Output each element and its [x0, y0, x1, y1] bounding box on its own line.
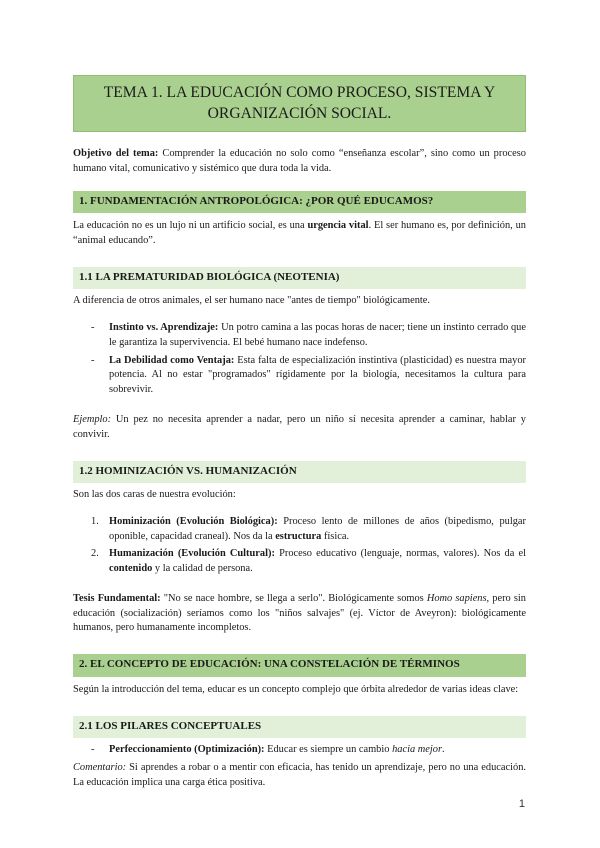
list-marker: 1. — [91, 515, 99, 527]
example-paragraph — [73, 413, 526, 443]
objective-label: Objetivo del tema: — [73, 148, 159, 160]
example-text: Un pez no necesita aprender a nadar, pero un niño sí necesita aprender a caminar, hablar y convivir. — [73, 413, 526, 440]
thesis-paragraph — [73, 592, 526, 636]
comment-paragraph — [73, 761, 526, 791]
list-item — [73, 743, 526, 758]
section-1-text: La educación no es un lujo ni un artificio social, es una — [73, 220, 308, 232]
list-item-label: Humanización (Evolución Cultural): — [109, 548, 275, 560]
thesis-text: "No se nace hombre, se llega a serlo". Biológicamente somos — [160, 592, 427, 604]
list-item-label: Instinto vs. Aprendizaje: — [109, 322, 219, 334]
list-marker: - — [91, 322, 95, 334]
list-item-label: Perfeccionamiento (Optimización): — [109, 744, 265, 756]
list-item-italic: hacia mejor — [392, 744, 442, 756]
title-line-2: ORGANIZACIÓN SOCIAL. — [207, 105, 392, 123]
thesis-label: Tesis Fundamental: — [73, 592, 161, 604]
section-2-paragraph: Según la introducción del tema, educar es un concepto complejo que órbita alrededor de varias ideas clave: — [73, 683, 519, 695]
list-item-text: Esta falta de especialización instintiva (plasticidad) es nuestra mayor potencia. Al no estar "programados" rígidamente por la biología, necesitamos la cultura para sobrevivir. — [109, 354, 526, 396]
list-item-text-end: y la calidad de persona. — [152, 563, 253, 575]
section-1-1-list — [73, 321, 526, 398]
title-line-1: TEMA 1. LA EDUCACIÓN COMO PROCESO, SISTEMA Y — [103, 84, 496, 101]
list-item-text: Proceso lento de millones de años (bipedismo, pulgar oponible, capacidad craneal). Nos da la — [109, 515, 526, 542]
list-item-label: La Debilidad como Ventaja: — [109, 354, 235, 366]
document-page — [73, 75, 526, 791]
list-item — [73, 354, 526, 398]
section-2-1-heading: 2.1 LOS PILARES CONCEPTUALES — [73, 716, 526, 739]
thesis-text-end: , pero sin educación (socialización) seríamos como los "niños salvajes" (ej. Víctor de Aveyron): biológicamente humanos, pero humanamente incompletos. — [73, 592, 526, 634]
section-1-paragraph — [73, 219, 526, 249]
section-1-2-intro: Son las dos caras de nuestra evolución: — [73, 489, 236, 501]
section-1-heading: 1. FUNDAMENTACIÓN ANTROPOLÓGICA: ¿POR QUÉ EDUCAMOS? — [73, 191, 526, 214]
list-item — [73, 321, 526, 351]
list-item-text: Educar es siempre un cambio — [264, 744, 393, 756]
section-1-1-heading: 1.1 LA PREMATURIDAD BIOLÓGICA (NEOTENIA) — [73, 267, 526, 290]
list-item-emphasis: estructura — [275, 530, 322, 542]
section-1-emphasis: urgencia vital — [307, 220, 369, 232]
list-item-text: Un potro camina a las pocas horas de nacer; tiene un instinto cerrado que le garantiza la supervivencia. El bebé humano nace indefenso. — [109, 322, 526, 348]
document-title — [73, 75, 526, 132]
list-item-emphasis: contenido — [109, 563, 153, 575]
section-1-1-intro: A diferencia de otros animales, el ser humano nace "antes de tiempo" biológicamente. — [73, 295, 431, 307]
objective-text: Comprender la educación no solo como “enseñanza escolar”, sino como un proceso humano vital, comunicativo y sistémico que dura toda la vida. — [73, 148, 526, 174]
objective-paragraph — [73, 147, 526, 177]
list-item-text-end: física. — [321, 530, 350, 542]
section-1-text-end: . El ser humano es, por definición, un “animal educando”. — [73, 220, 526, 246]
list-item — [73, 547, 526, 577]
list-item — [73, 515, 526, 545]
section-1-2-list — [73, 515, 526, 577]
list-marker: - — [91, 354, 95, 366]
section-2-heading: 2. EL CONCEPTO DE EDUCACIÓN: UNA CONSTELACIÓN DE TÉRMINOS — [73, 654, 526, 677]
example-label: Ejemplo: — [73, 413, 112, 425]
list-item-text: Proceso educativo (lenguaje, normas, valores). Nos da el — [274, 548, 527, 560]
section-1-2-heading: 1.2 HOMINIZACIÓN VS. HUMANIZACIÓN — [73, 461, 526, 484]
thesis-italic: Homo sapiens — [426, 592, 487, 604]
list-marker: 2. — [91, 548, 99, 560]
comment-text: Si aprendes a robar o a mentir con eficacia, has tenido un aprendizaje, pero no una educación. La educación implica una carga ética positiva. — [73, 761, 526, 788]
list-item-label: Hominización (Evolución Biológica): — [109, 515, 278, 527]
list-marker: - — [91, 744, 95, 756]
section-2-1-list — [73, 743, 526, 758]
comment-label: Comentario: — [73, 761, 127, 773]
page-number: 1 — [518, 798, 525, 810]
list-item-text-end: . — [442, 744, 445, 756]
